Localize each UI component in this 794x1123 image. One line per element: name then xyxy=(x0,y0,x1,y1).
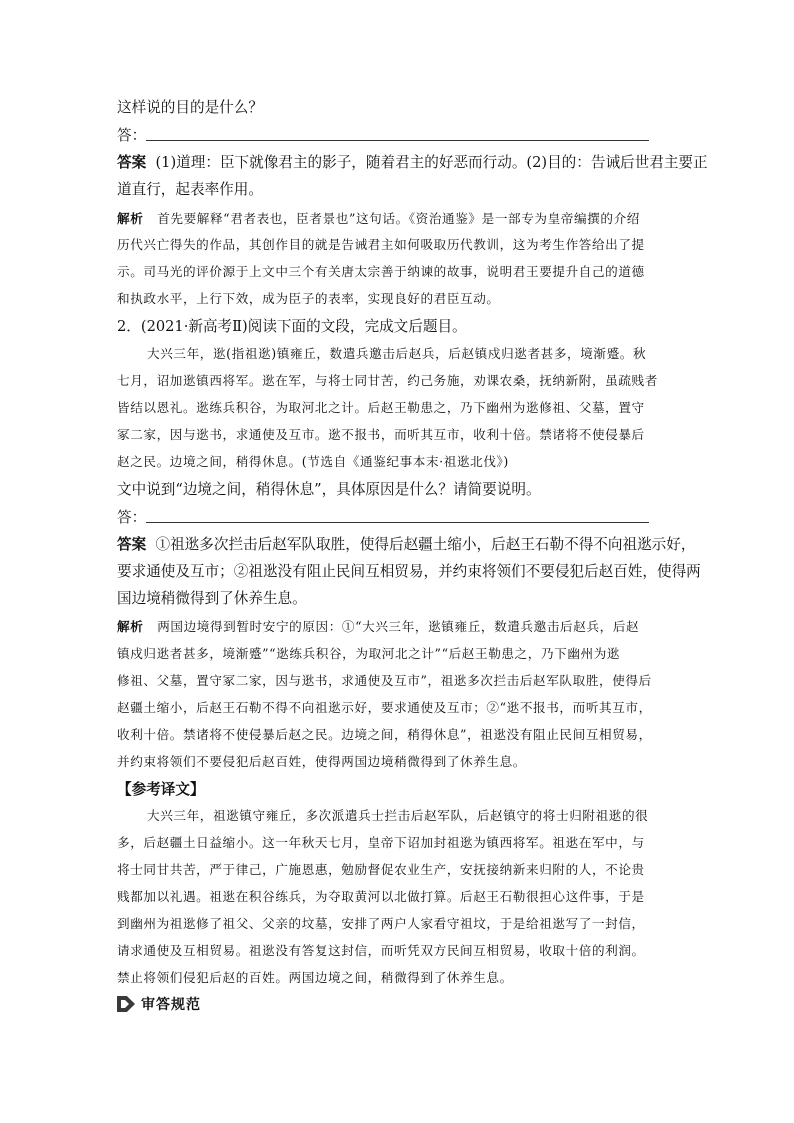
translation-row-3: 将士同甘共苦，严于律己，广施恩惠，勉励督促农业生产，安抚接纳新来归附的人，不论贵 xyxy=(117,862,645,877)
analysis2-text: 两国边境得到暂时安宁的原因：①“大兴三年，逖镇雍丘，数遣兵邀击后赵兵，后赵 xyxy=(157,619,640,634)
answer-text: (1)道理：臣下就像君主的影子，随着君主的好恶而行动。(2)目的：告诫后世君主要正 xyxy=(155,154,708,171)
analysis2-row-4: 赵疆土缩小，后赵王石勒不得不向祖逖示好，要求通使及互市；②“逖不报书，而听其互市， xyxy=(117,700,652,715)
analysis2-row-5: 收利十倍。禁诸将不使侵暴后赵之民。边境之间，稍得休息”，祖逖没有阻止民间互相贸易， xyxy=(117,727,652,742)
analysis-row-3: 示。司马光的评价源于上文中三个有关唐太宗善于纳谏的故事，说明君王要提升自己的道德 xyxy=(117,264,645,279)
passage-row-1: 大兴三年，逖(指祖逖)镇雍丘，数遣兵邀击后赵兵，后赵镇戍归逖者甚多，境渐蹙。秋 xyxy=(147,346,647,361)
analysis-text: 首先要解释“君者表也，臣者景也”这句话。《资治通鉴》是一部专为皇帝编撰的介绍 xyxy=(157,211,640,226)
answer2-row-3: 国边境稍微得到了休养生息。 xyxy=(117,590,307,607)
translation-row-2: 多，后赵疆土日益缩小。这一年秋天七月，皇帝下诏加封祖逖为镇西将军。祖逖在军中，与 xyxy=(117,835,645,850)
analysis2-row-3: 修祖、父墓，置守冢二家，因与逖书，求通使及互市”，祖逖多次拦击后赵军队取胜，使得后 xyxy=(117,673,652,688)
answer2-row-2: 要求通使及互市；②祖逖没有阻止民间互相贸易，并约束将领们不要侵犯后赵百姓，使得两 xyxy=(117,563,701,580)
answer2-row-1 xyxy=(117,533,695,554)
answer-row-1 xyxy=(117,151,708,172)
analysis2-row-6: 并约束将领们不要侵犯后赵百姓，使得两国边境稍微得到了休养生息。 xyxy=(117,754,527,769)
question-text-2: 文中说到“边境之间，稍得休息”，具体原因是什么？请简要说明。 xyxy=(117,481,541,498)
translation-heading: 【参考译文】 xyxy=(117,781,205,798)
analysis-row-2: 历代兴亡得失的作品，其创作目的就是告诫君主如何吸取历代教训，这为考生作答给出了提 xyxy=(117,237,645,252)
question-text: 这样说的目的是什么？ xyxy=(117,99,263,116)
analysis-label: 解析 xyxy=(117,211,144,226)
analysis2-row-2: 镇戍归逖者甚多，境渐蹙”“逖练兵积谷，为取河北之计”“后赵王勒患之，乃下幽州为逖 xyxy=(117,646,621,661)
translation-row-5: 到幽州为祖逖修了祖父、父亲的坟墓，安排了两户人家看守祖坟，于是给祖逖写了一封信， xyxy=(117,916,645,931)
section-heading-label: 审答规范 xyxy=(141,997,201,1013)
section-heading xyxy=(117,994,201,1014)
answer-row-2: 道直行，起表率作用。 xyxy=(117,181,263,198)
analysis-row-1 xyxy=(117,208,640,227)
translation-row-6: 请求通使及互相贸易。祖逖没有答复这封信，而听凭双方民间互相贸易，收取十倍的利润。 xyxy=(117,943,645,958)
answer-label-2: 答案 xyxy=(117,536,147,553)
answer-prompt-2: 答： xyxy=(117,509,147,526)
analysis2-row-1 xyxy=(117,616,639,635)
answer2-text: ①祖逖多次拦击后赵军队取胜，使得后赵疆土缩小，后赵王石勒不得不向祖逖示好， xyxy=(155,536,696,553)
passage-row-4: 冢二家，因与逖书，求通使及互市。逖不报书，而听其互市，收利十倍。禁诸将不使侵暴后 xyxy=(117,427,645,442)
answer-blank-line-2 xyxy=(146,522,649,523)
analysis-row-4: 和执政水平，上行下效，成为臣子的表率，实现良好的君臣互动。 xyxy=(117,291,500,306)
question-heading: 2．(2021·新高考Ⅱ)阅读下面的文段，完成文后题目。 xyxy=(117,318,467,335)
translation-row-4: 贱都加以礼遇。祖逖在积谷练兵，为夺取黄河以北做打算。后赵王石勒很担心这件事，于是 xyxy=(117,889,645,904)
translation-row-1: 大兴三年，祖逖镇守雍丘，多次派遣兵士拦击后赵军队，后赵镇守的将士归附祖逖的很 xyxy=(147,808,649,823)
passage-row-2: 七月，诏加逖镇西将军。逖在军，与将士同甘苦，约己务施，劝课农桑，抚纳新附，虽疏贱者 xyxy=(117,373,658,388)
arrow-marker-icon xyxy=(117,996,135,1012)
passage-row-3: 皆结以恩礼。逖练兵积谷，为取河北之计。后赵王勒患之，乃下幽州为逖修祖、父墓，置守 xyxy=(117,400,645,415)
translation-row-7: 禁止将领们侵犯后赵的百姓。两国边境之间，稍微得到了休养生息。 xyxy=(117,970,513,985)
passage-row-5: 赵之民。边境之间，稍得休息。(节选自《通鉴纪事本末·祖逖北伐》) xyxy=(117,454,509,469)
answer-label: 答案 xyxy=(117,154,147,171)
answer-prompt: 答： xyxy=(117,127,147,144)
analysis-label-2: 解析 xyxy=(117,619,144,634)
answer-blank-line xyxy=(146,140,649,141)
